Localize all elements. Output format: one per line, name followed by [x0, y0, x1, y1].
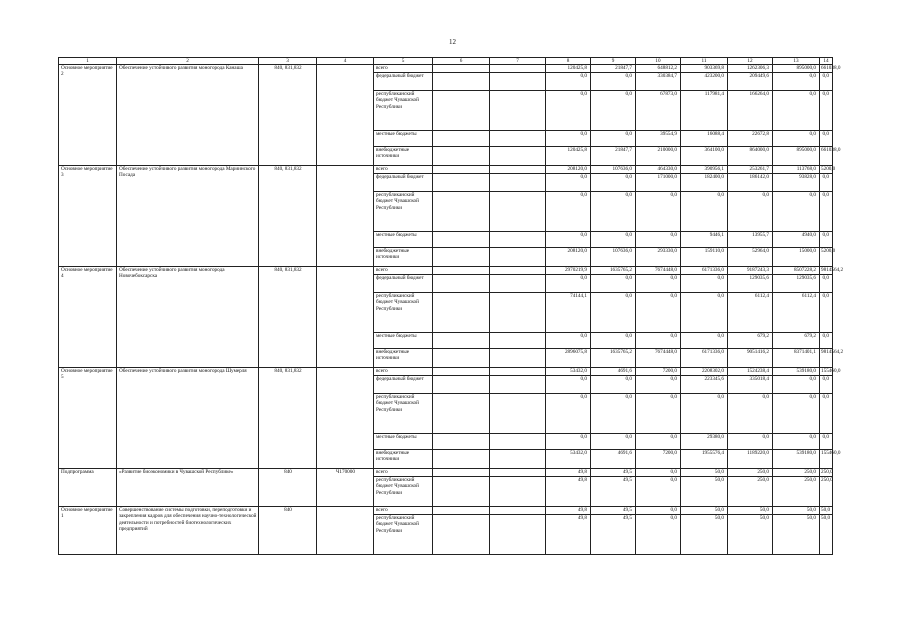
- program-name-cell: Совершенствование системы подготовки, переподготовки и закрепления кадров для обеспечения научно-технологической деятельности и потребностей биотехнологических предприятий: [117, 507, 259, 555]
- value-cell: 0,0: [820, 376, 833, 394]
- target-code-cell: [317, 368, 374, 469]
- empty-cell: [490, 166, 546, 174]
- value-cell: 0,0: [591, 232, 636, 248]
- value-cell: 895000,0: [773, 147, 820, 166]
- value-cell: 0,0: [636, 394, 681, 434]
- value-cell: 2970219,9: [546, 267, 591, 275]
- value-cell: 539180,0: [773, 368, 820, 376]
- value-cell: 1524238,4: [728, 368, 773, 376]
- value-cell: 0,0: [773, 91, 820, 131]
- empty-cell: [490, 73, 546, 91]
- value-cell: 335018,4: [728, 376, 773, 394]
- empty-cell: [490, 376, 546, 394]
- value-cell: 679,2: [728, 333, 773, 349]
- value-cell: 0,0: [728, 192, 773, 232]
- program-name-cell: Обеспечение устойчивого развития моногорода Новочебоксарска: [117, 267, 259, 368]
- value-cell: 250,0: [773, 469, 820, 477]
- value-cell: 250,0: [820, 477, 833, 507]
- funding-source-cell: всего: [374, 267, 433, 275]
- header-cell: 8: [546, 58, 591, 65]
- header-cell: 5: [374, 58, 433, 65]
- value-cell: 330384,7: [636, 73, 681, 91]
- value-cell: 0,0: [636, 333, 681, 349]
- value-cell: 49,8: [546, 507, 591, 515]
- funding-source-cell: всего: [374, 166, 433, 174]
- value-cell: 129035,6: [728, 275, 773, 293]
- value-cell: 120425,8: [546, 147, 591, 166]
- target-code-cell: Ч170000: [317, 469, 374, 507]
- table-row: [59, 469, 833, 477]
- value-cell: 0,0: [591, 394, 636, 434]
- value-cell: 679,2: [773, 333, 820, 349]
- value-cell: 8507228,2: [773, 267, 820, 275]
- empty-cell: [433, 131, 490, 147]
- empty-cell: [433, 166, 490, 174]
- funding-source-cell: внебюджетные источники: [374, 147, 433, 166]
- value-cell: 0,0: [546, 73, 591, 91]
- value-cell: 0,0: [546, 376, 591, 394]
- value-cell: 1635765,2: [591, 349, 636, 368]
- empty-cell: [433, 450, 490, 469]
- empty-cell: [433, 394, 490, 434]
- value-cell: 0,0: [681, 394, 728, 434]
- value-cell: 6112,4: [728, 293, 773, 333]
- funding-source-cell: федеральный бюджет: [374, 174, 433, 192]
- value-cell: 250,0: [773, 477, 820, 507]
- value-cell: 49,5: [591, 515, 636, 555]
- value-cell: 50,0: [773, 515, 820, 555]
- value-cell: 0,0: [591, 91, 636, 131]
- value-cell: 0,0: [591, 293, 636, 333]
- funding-source-cell: внебюджетные источники: [374, 248, 433, 267]
- funding-source-cell: федеральный бюджет: [374, 73, 433, 91]
- funding-source-cell: местные бюджеты: [374, 232, 433, 248]
- target-code-cell: [317, 166, 374, 267]
- budget-table: [58, 57, 844, 555]
- value-cell: 208120,0: [546, 248, 591, 267]
- program-type-cell: Основное мероприятие 2: [59, 65, 117, 166]
- value-cell: 159110,0: [681, 248, 728, 267]
- empty-cell: [490, 349, 546, 368]
- value-cell: 0,0: [773, 394, 820, 434]
- value-cell: 0,0: [591, 376, 636, 394]
- funding-source-cell: всего: [374, 507, 433, 515]
- value-cell: 208120,0: [546, 166, 591, 174]
- program-type-cell: Основное мероприятие 3: [59, 166, 117, 267]
- value-cell: 117981,4: [681, 91, 728, 131]
- value-cell: 0,0: [591, 333, 636, 349]
- value-cell: 4940,0: [773, 232, 820, 248]
- value-cell: 2896075,8: [546, 349, 591, 368]
- value-cell: 0,0: [636, 515, 681, 555]
- empty-cell: [433, 73, 490, 91]
- header-cell: 3: [259, 58, 317, 65]
- value-cell: 9187243,3: [728, 267, 773, 275]
- admin-code-cell: 840: [259, 469, 317, 507]
- value-cell: 210000,0: [636, 147, 681, 166]
- header-cell: 4: [317, 58, 374, 65]
- value-cell: 648812,2: [636, 65, 681, 73]
- program-name-cell: Обеспечение устойчивого развития моногорода Мариинского Посада: [117, 166, 259, 267]
- empty-cell: [433, 477, 490, 507]
- value-cell: 0,0: [820, 192, 833, 232]
- value-cell: 0,0: [773, 131, 820, 147]
- value-cell: 903369,8: [681, 65, 728, 73]
- value-cell: 5200,0: [821, 166, 836, 172]
- target-code-cell: [317, 507, 374, 555]
- value-cell: 50,0: [820, 515, 833, 555]
- value-cell: 113768,0: [773, 166, 820, 174]
- admin-code-cell: 840, 831,832: [259, 368, 317, 469]
- value-cell: 186142,0: [728, 174, 773, 192]
- value-cell: 7200,0: [636, 368, 681, 376]
- funding-source-cell: федеральный бюджет: [374, 275, 433, 293]
- value-cell: 0,0: [681, 192, 728, 232]
- value-cell: 1635765,2: [591, 267, 636, 275]
- value-cell: 74144,1: [546, 293, 591, 333]
- value-cell: 0,0: [728, 394, 773, 434]
- value-cell: 49,8: [546, 469, 591, 477]
- value-cell: 0,0: [636, 275, 681, 293]
- value-cell: 0,0: [773, 73, 820, 91]
- value-cell: 49,5: [591, 469, 636, 477]
- value-cell: 155460,0: [820, 450, 833, 469]
- value-cell: 7674448,0: [636, 267, 681, 275]
- value-cell: 93828,0: [773, 174, 820, 192]
- funding-source-cell: местные бюджеты: [374, 434, 433, 450]
- value-cell: 6171336,0: [681, 267, 728, 275]
- value-cell: 9446,1: [681, 232, 728, 248]
- value-cell: 50,0: [681, 515, 728, 555]
- empty-cell: [433, 293, 490, 333]
- table-row: [59, 65, 833, 73]
- value-cell: 0,0: [773, 376, 820, 394]
- value-cell: 107636,0: [591, 248, 636, 267]
- empty-cell: [490, 469, 546, 477]
- value-cell: 0,0: [820, 73, 833, 91]
- value-cell: 49,8: [546, 477, 591, 507]
- value-cell: 0,0: [546, 394, 591, 434]
- empty-cell: [490, 515, 546, 555]
- value-cell: 29380,0: [681, 434, 728, 450]
- value-cell: 661038,0: [821, 65, 841, 71]
- value-cell: 0,0: [636, 469, 681, 477]
- funding-source-cell: всего: [374, 368, 433, 376]
- value-cell: 0,0: [546, 333, 591, 349]
- header-cell: 13: [773, 58, 820, 65]
- table-row: [59, 267, 833, 275]
- value-cell: 0,0: [820, 434, 833, 450]
- empty-cell: [433, 275, 490, 293]
- value-cell: 0,0: [820, 131, 833, 147]
- value-cell: 0,0: [546, 131, 591, 147]
- value-cell: 171000,0: [636, 174, 681, 192]
- value-cell: 0,0: [820, 394, 833, 434]
- value-cell: 120425,8: [546, 65, 591, 73]
- funding-source-cell: республиканский бюджет Чувашской Республики: [374, 91, 433, 131]
- empty-cell: [433, 515, 490, 555]
- empty-cell: [433, 174, 490, 192]
- value-cell: 7200,0: [636, 450, 681, 469]
- funding-source-cell: внебюджетные источники: [374, 450, 433, 469]
- empty-cell: [490, 434, 546, 450]
- value-cell: 50,0: [681, 507, 728, 515]
- value-cell: 0,0: [636, 192, 681, 232]
- value-cell: 15000,0: [773, 248, 820, 267]
- target-code-cell: [317, 267, 374, 368]
- empty-cell: [433, 248, 490, 267]
- value-cell: 0,0: [591, 73, 636, 91]
- empty-cell: [490, 368, 546, 376]
- value-cell: 21847,7: [591, 147, 636, 166]
- empty-cell: [433, 434, 490, 450]
- program-type-cell: Основное мероприятие 5: [59, 368, 117, 469]
- header-row: [59, 58, 833, 65]
- value-cell: 53432,0: [546, 368, 591, 376]
- value-cell: 67873,0: [636, 91, 681, 131]
- value-cell: 6112,4: [773, 293, 820, 333]
- empty-cell: [490, 65, 546, 73]
- value-cell: 250,0: [821, 469, 833, 475]
- empty-cell: [490, 131, 546, 147]
- value-cell: 0,0: [773, 434, 820, 450]
- value-cell: 0,0: [591, 434, 636, 450]
- value-cell: 0,0: [820, 232, 833, 248]
- value-cell: 52964,0: [728, 248, 773, 267]
- table-body: [59, 58, 844, 555]
- header-cell: 6: [433, 58, 490, 65]
- header-cell: 2: [117, 58, 259, 65]
- value-cell: 0,0: [681, 275, 728, 293]
- program-type-cell: Основное мероприятие 4: [59, 267, 117, 368]
- funding-source-cell: всего: [374, 65, 433, 73]
- value-cell: 0,0: [591, 174, 636, 192]
- empty-cell: [490, 248, 546, 267]
- empty-cell: [433, 232, 490, 248]
- value-cell: 0,0: [773, 192, 820, 232]
- funding-source-cell: местные бюджеты: [374, 333, 433, 349]
- empty-cell: [490, 477, 546, 507]
- value-cell: 250,0: [728, 477, 773, 507]
- empty-cell: [490, 232, 546, 248]
- value-cell: 6171336,0: [681, 349, 728, 368]
- admin-code-cell: 840, 831,832: [259, 267, 317, 368]
- value-cell: 0,0: [546, 192, 591, 232]
- empty-cell: [433, 147, 490, 166]
- empty-cell: [433, 91, 490, 131]
- value-cell: 129035,6: [773, 275, 820, 293]
- empty-cell: [490, 333, 546, 349]
- value-cell: 50,0: [773, 507, 820, 515]
- value-cell: 0,0: [591, 131, 636, 147]
- value-cell: 0,0: [820, 174, 833, 192]
- value-cell: 0,0: [820, 275, 833, 293]
- empty-cell: [490, 450, 546, 469]
- header-cell: 14: [820, 58, 833, 65]
- value-cell: 50,0: [681, 477, 728, 507]
- admin-code-cell: 840, 831,832: [259, 65, 317, 166]
- empty-cell: [490, 267, 546, 275]
- value-cell: 0,0: [681, 333, 728, 349]
- value-cell: 0,0: [820, 293, 833, 333]
- value-cell: 0,0: [681, 293, 728, 333]
- empty-cell: [433, 192, 490, 232]
- empty-cell: [490, 394, 546, 434]
- funding-source-cell: федеральный бюджет: [374, 376, 433, 394]
- empty-cell: [490, 507, 546, 515]
- value-cell: 182400,0: [681, 174, 728, 192]
- value-cell: 661038,0: [820, 147, 833, 166]
- value-cell: 7674448,0: [636, 349, 681, 368]
- value-cell: 49,5: [591, 507, 636, 515]
- value-cell: 250,0: [728, 469, 773, 477]
- admin-code-cell: 840: [259, 507, 317, 555]
- value-cell: 0,0: [636, 477, 681, 507]
- header-cell: 11: [681, 58, 728, 65]
- value-cell: 21847,7: [591, 65, 636, 73]
- value-cell: 209449,6: [728, 73, 773, 91]
- funding-source-cell: республиканский бюджет Чувашской Республики: [374, 293, 433, 333]
- value-cell: 9814564,2: [820, 349, 833, 368]
- funding-source-cell: местные бюджеты: [374, 131, 433, 147]
- value-cell: 9814564,2: [821, 267, 844, 273]
- funding-source-cell: республиканский бюджет Чувашской Республики: [374, 394, 433, 434]
- header-cell: 10: [636, 58, 681, 65]
- value-cell: 13955,7: [728, 232, 773, 248]
- value-cell: 0,0: [546, 275, 591, 293]
- value-cell: 0,0: [546, 174, 591, 192]
- value-cell: 423200,0: [681, 73, 728, 91]
- value-cell: 50,0: [681, 469, 728, 477]
- header-cell: 1: [59, 58, 117, 65]
- value-cell: 4691,6: [591, 450, 636, 469]
- value-cell: 107636,0: [591, 166, 636, 174]
- funding-source-cell: республиканский бюджет Чувашской Республики: [374, 515, 433, 555]
- table-row: [59, 368, 833, 376]
- value-cell: 1262306,3: [728, 65, 773, 73]
- header-cell: 12: [728, 58, 773, 65]
- value-cell: 864000,0: [728, 147, 773, 166]
- value-cell: 49,8: [546, 515, 591, 555]
- header-cell: 7: [490, 58, 546, 65]
- table-row: [59, 166, 833, 174]
- value-cell: 364100,0: [681, 147, 728, 166]
- value-cell: 166264,0: [728, 91, 773, 131]
- value-cell: 0,0: [591, 192, 636, 232]
- value-cell: 0,0: [636, 376, 681, 394]
- value-cell: 39554,9: [636, 131, 681, 147]
- value-cell: 539180,0: [773, 450, 820, 469]
- value-cell: 0,0: [636, 434, 681, 450]
- page-number: 12: [449, 38, 456, 46]
- program-name-cell: «Развитие биоэкономики в Чувашской Республике»: [117, 469, 259, 507]
- value-cell: 8371401,1: [773, 349, 820, 368]
- empty-cell: [490, 91, 546, 131]
- value-cell: 0,0: [636, 232, 681, 248]
- value-cell: 464330,0: [636, 166, 681, 174]
- value-cell: 0,0: [636, 507, 681, 515]
- value-cell: 155460,0: [821, 368, 841, 374]
- empty-cell: [490, 275, 546, 293]
- value-cell: 53432,0: [546, 450, 591, 469]
- value-cell: 390956,1: [681, 166, 728, 174]
- value-cell: 2208302,0: [681, 368, 728, 376]
- empty-cell: [433, 267, 490, 275]
- value-cell: 1189220,0: [728, 450, 773, 469]
- value-cell: 0,0: [546, 434, 591, 450]
- header-cell: 9: [591, 58, 636, 65]
- empty-cell: [433, 349, 490, 368]
- value-cell: 0,0: [591, 275, 636, 293]
- empty-cell: [490, 147, 546, 166]
- program-type-cell: Подпрограмма: [59, 469, 117, 507]
- value-cell: 0,0: [728, 434, 773, 450]
- value-cell: 0,0: [546, 232, 591, 248]
- empty-cell: [433, 507, 490, 515]
- value-cell: 0,0: [820, 333, 833, 349]
- target-code-cell: [317, 65, 374, 166]
- value-cell: 50,0: [728, 515, 773, 555]
- table-row: [59, 507, 833, 515]
- value-cell: 49,5: [591, 477, 636, 507]
- funding-source-cell: республиканский бюджет Чувашской Республики: [374, 477, 433, 507]
- value-cell: 0,0: [820, 91, 833, 131]
- empty-cell: [490, 192, 546, 232]
- empty-cell: [433, 65, 490, 73]
- value-cell: 22672,8: [728, 131, 773, 147]
- funding-source-cell: всего: [374, 469, 433, 477]
- empty-cell: [433, 333, 490, 349]
- empty-cell: [490, 174, 546, 192]
- funding-source-cell: республиканский бюджет Чувашской Республики: [374, 192, 433, 232]
- empty-cell: [490, 293, 546, 333]
- value-cell: 253261,7: [728, 166, 773, 174]
- program-type-cell: Основное мероприятие 1: [59, 507, 117, 555]
- value-cell: 50,0: [728, 507, 773, 515]
- value-cell: 0,0: [636, 293, 681, 333]
- value-cell: 223345,6: [681, 376, 728, 394]
- value-cell: 895000,0: [773, 65, 820, 73]
- funding-source-cell: внебюджетные источники: [374, 349, 433, 368]
- value-cell: 293330,0: [636, 248, 681, 267]
- admin-code-cell: 840, 831,832: [259, 166, 317, 267]
- value-cell: 5200,0: [820, 248, 833, 267]
- value-cell: 9051416,2: [728, 349, 773, 368]
- empty-cell: [433, 376, 490, 394]
- program-name-cell: Обеспечение устойчивого развития моногорода Шумерля: [117, 368, 259, 469]
- empty-cell: [433, 368, 490, 376]
- value-cell: 4691,6: [591, 368, 636, 376]
- program-name-cell: Обеспечение устойчивого развития моногорода Канаша: [117, 65, 259, 166]
- value-cell: 50,0: [820, 507, 833, 515]
- value-cell: 0,0: [546, 91, 591, 131]
- empty-cell: [433, 469, 490, 477]
- value-cell: 1955576,4: [681, 450, 728, 469]
- value-cell: 16088,4: [681, 131, 728, 147]
